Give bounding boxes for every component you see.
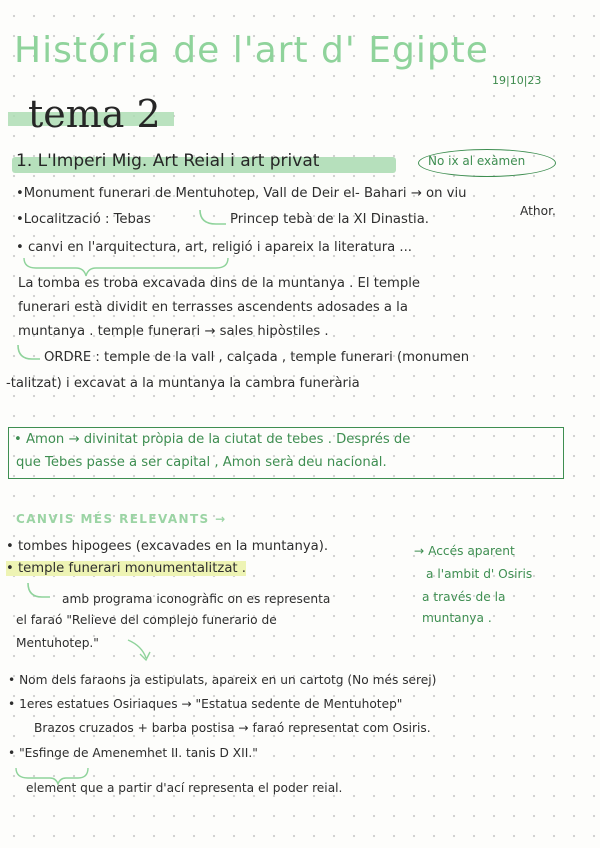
bullet-esfinge: • "Esfinge de Amenemhet II. tanis D XII." — [8, 746, 258, 760]
tema-heading: tema 2 — [28, 92, 161, 136]
ordre-line: ORDRE : temple de la vall , calçada , temple funerari (monumen — [44, 350, 470, 365]
section-heading: 1. L'Imperi Mig. Art Reial i art privat — [16, 151, 320, 171]
amon-line: que Tebes passe a ser capital , Amon serà deu nacional. — [16, 455, 387, 470]
brazos-line: Brazos cruzados + barba postisa → faraó representat com Osiris. — [34, 721, 431, 735]
osiris-note-line: a l'ambit d' Osiris — [426, 567, 533, 581]
osiris-note-line: → Accés aparent — [414, 544, 515, 558]
programa-line: el faraó "Relieve del complejo funerario de — [16, 613, 277, 627]
bullet-monument: •Monument funerari de Mentuhotep, Vall de Deir el- Bahari → on viu — [16, 186, 467, 201]
page-title: História de l'art d' Egipte — [14, 30, 489, 71]
bullet-faraons: • Nom dels faraons ja estipulats, apareix en un cartotg (No més serej) — [8, 673, 437, 687]
bullet-estatues: • 1eres estatues Osiriaques → "Estatua sedente de Mentuhotep" — [8, 697, 403, 711]
programa-line: amb programa iconogràfic on es representa — [62, 592, 331, 606]
osiris-note-line: muntanya . — [422, 611, 492, 625]
canvis-item: • tombes hipogees (excavades en la muntanya). — [6, 539, 329, 554]
osiris-note-line: a través de la — [422, 590, 506, 604]
exam-note: No ix al exàmen — [428, 154, 526, 168]
bullet-localitzacio: •Localització : Tebas — [16, 212, 151, 227]
para-line: muntanya . temple funerari → sales hipòstiles . — [18, 324, 329, 339]
date-label: 19|10|23 — [492, 74, 542, 87]
esfinge-note: element que a partir d'ací representa el poder reial. — [26, 781, 343, 795]
canvis-item: • temple funerari monumentalitzat . — [6, 561, 246, 576]
bullet-canvi: • canvi en l'arquitectura, art, religió i apareix la literatura ... — [16, 240, 412, 255]
ordre-line: -talitzat) i excavat a la muntanya la cambra funerària — [6, 376, 360, 391]
programa-line: Mentuhotep." — [16, 636, 99, 650]
para-line: La tomba es troba excavada dins de la muntanya . El temple — [18, 276, 421, 291]
athor-note: Athor. — [520, 204, 556, 218]
canvis-heading: CANVIS MÉS RELEVANTS → — [16, 512, 227, 526]
amon-line: • Amon → divinitat pròpia de la ciutat de tebes . Després de — [14, 432, 411, 447]
para-line: funerari està dividit en terrasses ascendents adosades a la — [18, 300, 408, 315]
principe-note: Princep tebà de la XI Dinastia. — [230, 212, 429, 227]
